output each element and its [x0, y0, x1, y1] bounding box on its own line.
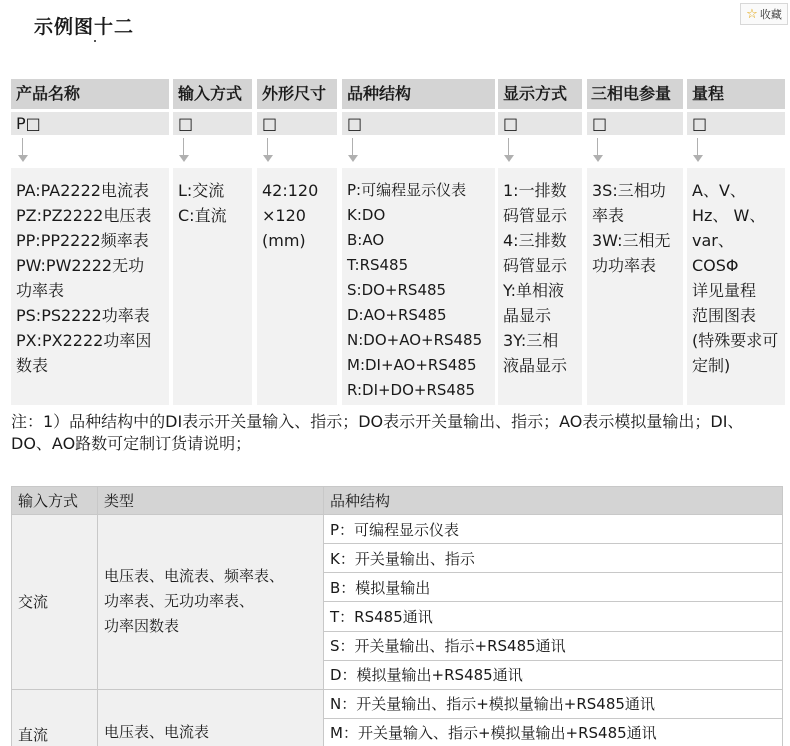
option-line: 3W:三相无 — [592, 231, 671, 250]
structure-cell: P：可编程显示仪表 — [324, 515, 783, 544]
option-line: 功率表 — [16, 281, 65, 300]
option-line: R:DI+DO+RS485 — [347, 381, 476, 399]
option-line: L:交流 — [178, 181, 225, 200]
code-header-structure: 品种结构 — [342, 79, 495, 109]
code-selector-range: □ — [687, 112, 785, 135]
down-arrow-icon — [593, 138, 603, 163]
type-cell-ac — [98, 515, 324, 690]
structure-cell: B：模拟量输出 — [324, 573, 783, 602]
down-arrow-icon — [504, 138, 514, 163]
option-line: 详见量程 — [692, 281, 757, 300]
option-line: (特殊要求可 — [692, 331, 779, 350]
type-line: 功率表、无功功率表、 — [104, 592, 255, 611]
code-selector-input-mode: □ — [173, 112, 252, 135]
option-line: 3Y:三相 — [503, 331, 559, 350]
input-cell-ac: 交流 — [12, 515, 98, 690]
option-line: COSΦ — [692, 256, 739, 275]
option-line: ×120 — [262, 206, 306, 225]
structure-cell: K：开关量输出、指示 — [324, 544, 783, 573]
down-arrow-icon — [263, 138, 273, 163]
option-line: Hz、 W、 — [692, 206, 766, 225]
option-line: 范围图表 — [692, 306, 757, 325]
column-header-input: 输入方式 — [12, 487, 98, 515]
option-line: 率表 — [592, 206, 625, 225]
option-line: (mm) — [262, 231, 306, 250]
option-line: 42:120 — [262, 181, 319, 200]
option-line: PW:PW2222无功 — [16, 256, 145, 275]
page-title: 示例图十二 — [34, 16, 135, 38]
option-line: PZ:PZ2222电压表 — [16, 206, 152, 225]
option-line: P:可编程显示仪表 — [347, 181, 467, 199]
option-line: 3S:三相功 — [592, 181, 666, 200]
column-header-type: 类型 — [98, 487, 324, 515]
table-row — [12, 689, 783, 718]
code-header-product-name: 产品名称 — [11, 79, 169, 109]
structure-cell: T：RS485通讯 — [324, 602, 783, 631]
option-line: 4:三排数 — [503, 231, 567, 250]
favorite-label: 收藏 — [759, 8, 782, 21]
structure-table — [11, 486, 783, 746]
option-line: PS:PS2222功率表 — [16, 306, 150, 325]
code-options-three-phase — [587, 168, 683, 405]
table-header-row — [12, 487, 783, 515]
option-line: 码管显示 — [503, 206, 568, 225]
option-line: 功功率表 — [592, 256, 657, 275]
down-arrow-icon — [693, 138, 703, 163]
code-header-three-phase: 三相电参量 — [587, 79, 683, 109]
structure-cell: N：开关量输出、指示+模拟量输出+RS485通讯 — [324, 689, 783, 718]
option-line: 定制) — [692, 356, 731, 375]
code-header-input-mode: 输入方式 — [173, 79, 252, 109]
option-line: PP:PP2222频率表 — [16, 231, 149, 250]
column-header-structure: 品种结构 — [324, 487, 783, 515]
code-selector-three-phase: □ — [587, 112, 683, 135]
option-line: B:AO — [347, 231, 385, 249]
type-line: 功率因数表 — [104, 617, 180, 636]
option-line: PX:PX2222功率因 — [16, 331, 152, 350]
option-line: 数表 — [16, 356, 49, 375]
input-cell-dc: 直流 — [12, 689, 98, 746]
option-line: 1:一排数 — [503, 181, 567, 200]
option-line: 液晶显示 — [503, 356, 568, 375]
option-line: T:RS485 — [347, 256, 409, 274]
down-arrow-icon — [18, 138, 28, 163]
favorite-button[interactable] — [740, 3, 788, 25]
code-selector-display: □ — [498, 112, 582, 135]
option-line: PA:PA2222电流表 — [16, 181, 149, 200]
type-cell-dc — [98, 689, 324, 746]
structure-cell: M：开关量输入、指示+模拟量输出+RS485通讯 — [324, 718, 783, 746]
code-options-display — [498, 168, 582, 405]
option-line: 码管显示 — [503, 256, 568, 275]
structure-cell: D：模拟量输出+RS485通讯 — [324, 660, 783, 689]
option-line: var、 — [692, 231, 734, 250]
type-line: 电压表、电流表 — [104, 723, 210, 741]
note-text: 注：1）品种结构中的DI表示开关量输入、指示；DO表示开关量输出、指示；AO表示模拟量输出；DI、DO、AO路数可定制订货请说明； — [11, 412, 744, 453]
code-header-display: 显示方式 — [498, 79, 582, 109]
option-line: N:DO+AO+RS485 — [347, 331, 483, 349]
structure-cell: S：开关量输出、指示+RS485通讯 — [324, 631, 783, 660]
code-selector-dimensions: □ — [257, 112, 337, 135]
option-line: Y:单相液 — [503, 281, 565, 300]
code-options-range — [687, 168, 785, 405]
option-line: C:直流 — [178, 206, 227, 225]
code-options-structure — [342, 168, 495, 405]
code-options-product-name — [11, 168, 169, 405]
star-icon: ☆ — [746, 6, 758, 22]
option-line: S:DO+RS485 — [347, 281, 447, 299]
code-header-dimensions: 外形尺寸 — [257, 79, 337, 109]
code-selector-structure: □ — [342, 112, 495, 135]
code-header-range: 量程 — [687, 79, 785, 109]
option-line: A、V、 — [692, 181, 746, 200]
option-line: 晶显示 — [503, 306, 552, 325]
code-options-input-mode — [173, 168, 252, 405]
option-line: K:DO — [347, 206, 386, 224]
down-arrow-icon — [179, 138, 189, 163]
table-row — [12, 515, 783, 544]
down-arrow-icon — [348, 138, 358, 163]
option-line: M:DI+AO+RS485 — [347, 356, 477, 374]
decorative-dot — [94, 40, 96, 42]
type-line: 电压表、电流表、频率表、 — [104, 567, 285, 586]
code-selector-product-name: P□ — [11, 112, 169, 135]
code-options-dimensions — [257, 168, 337, 405]
option-line: D:AO+RS485 — [347, 306, 447, 324]
